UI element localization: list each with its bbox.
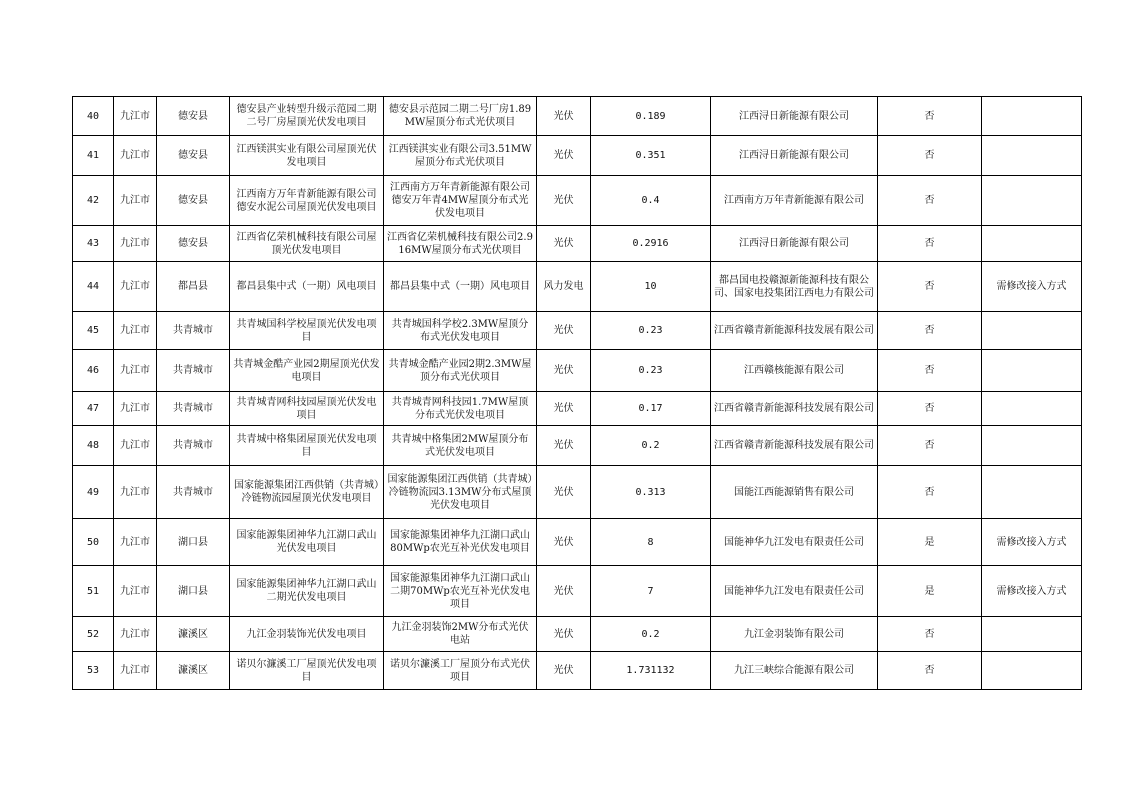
cell-capacity: 0.23 bbox=[591, 350, 711, 392]
cell-row-number: 47 bbox=[73, 392, 114, 426]
cell-filing-name: 九江金羽装饰2MW分布式光伏电站 bbox=[384, 617, 537, 652]
cell-filing-name: 江西镁淇实业有限公司3.51MW屋顶分布式光伏项目 bbox=[384, 136, 537, 176]
cell-company: 九江金羽装饰有限公司 bbox=[711, 617, 878, 652]
table-row bbox=[73, 617, 1082, 652]
cell-county: 湖口县 bbox=[157, 519, 230, 566]
cell-flag: 是 bbox=[878, 519, 982, 566]
cell-county: 德安县 bbox=[157, 226, 230, 262]
cell-row-number: 53 bbox=[73, 652, 114, 690]
cell-flag: 否 bbox=[878, 226, 982, 262]
table-row bbox=[73, 519, 1082, 566]
cell-project-name: 德安县产业转型升级示范园二期二号厂房屋顶光伏发电项目 bbox=[230, 97, 384, 136]
cell-filing-name: 德安县示范园二期二号厂房1.89MW屋顶分布式光伏项目 bbox=[384, 97, 537, 136]
cell-city: 九江市 bbox=[114, 350, 157, 392]
cell-note bbox=[982, 426, 1082, 466]
cell-energy-type: 光伏 bbox=[537, 226, 591, 262]
cell-county: 德安县 bbox=[157, 136, 230, 176]
table-row bbox=[73, 312, 1082, 350]
cell-filing-name: 国家能源集团神华九江湖口武山80MWp农光互补光伏发电项目 bbox=[384, 519, 537, 566]
cell-note bbox=[982, 617, 1082, 652]
cell-energy-type: 光伏 bbox=[537, 466, 591, 519]
table-row bbox=[73, 426, 1082, 466]
cell-row-number: 50 bbox=[73, 519, 114, 566]
cell-flag: 否 bbox=[878, 466, 982, 519]
cell-filing-name: 共青城金酷产业园2期2.3MW屋顶分布式光伏项目 bbox=[384, 350, 537, 392]
cell-filing-name: 国家能源集团江西供销（共青城）冷链物流园3.13MW分布式屋顶光伏发电项目 bbox=[384, 466, 537, 519]
cell-city: 九江市 bbox=[114, 312, 157, 350]
cell-capacity: 0.23 bbox=[591, 312, 711, 350]
cell-project-name: 都昌县集中式（一期）风电项目 bbox=[230, 262, 384, 312]
cell-energy-type: 光伏 bbox=[537, 617, 591, 652]
cell-city: 九江市 bbox=[114, 136, 157, 176]
cell-capacity: 8 bbox=[591, 519, 711, 566]
cell-city: 九江市 bbox=[114, 652, 157, 690]
cell-project-name: 九江金羽装饰光伏发电项目 bbox=[230, 617, 384, 652]
cell-energy-type: 光伏 bbox=[537, 519, 591, 566]
table-row bbox=[73, 652, 1082, 690]
cell-energy-type: 光伏 bbox=[537, 392, 591, 426]
cell-row-number: 51 bbox=[73, 566, 114, 617]
cell-city: 九江市 bbox=[114, 176, 157, 226]
cell-row-number: 48 bbox=[73, 426, 114, 466]
cell-flag: 否 bbox=[878, 426, 982, 466]
cell-filing-name: 都昌县集中式（一期）风电项目 bbox=[384, 262, 537, 312]
cell-flag: 否 bbox=[878, 350, 982, 392]
table-row bbox=[73, 176, 1082, 226]
cell-energy-type: 光伏 bbox=[537, 652, 591, 690]
cell-flag: 否 bbox=[878, 312, 982, 350]
cell-project-name: 诺贝尔濂溪工厂屋顶光伏发电项目 bbox=[230, 652, 384, 690]
table-row bbox=[73, 226, 1082, 262]
table-row bbox=[73, 97, 1082, 136]
cell-company: 国能神华九江发电有限责任公司 bbox=[711, 519, 878, 566]
cell-filing-name: 江西省亿荣机械科技有限公司2.916MW屋顶分布式光伏项目 bbox=[384, 226, 537, 262]
cell-row-number: 40 bbox=[73, 97, 114, 136]
cell-capacity: 0.2916 bbox=[591, 226, 711, 262]
table-row bbox=[73, 392, 1082, 426]
cell-note: 需修改接入方式 bbox=[982, 262, 1082, 312]
cell-county: 濂溪区 bbox=[157, 617, 230, 652]
cell-row-number: 49 bbox=[73, 466, 114, 519]
project-table bbox=[72, 96, 1082, 690]
cell-row-number: 52 bbox=[73, 617, 114, 652]
cell-county: 都昌县 bbox=[157, 262, 230, 312]
cell-flag: 否 bbox=[878, 262, 982, 312]
cell-county: 共青城市 bbox=[157, 312, 230, 350]
cell-capacity: 0.351 bbox=[591, 136, 711, 176]
cell-county: 德安县 bbox=[157, 97, 230, 136]
cell-note bbox=[982, 466, 1082, 519]
cell-county: 共青城市 bbox=[157, 392, 230, 426]
cell-city: 九江市 bbox=[114, 519, 157, 566]
cell-row-number: 41 bbox=[73, 136, 114, 176]
cell-project-name: 共青城金酷产业园2期屋顶光伏发电项目 bbox=[230, 350, 384, 392]
cell-capacity: 1.731132 bbox=[591, 652, 711, 690]
cell-note bbox=[982, 392, 1082, 426]
cell-city: 九江市 bbox=[114, 392, 157, 426]
cell-company: 江西南方万年青新能源有限公司 bbox=[711, 176, 878, 226]
cell-county: 湖口县 bbox=[157, 566, 230, 617]
cell-project-name: 国家能源集团神华九江湖口武山二期光伏发电项目 bbox=[230, 566, 384, 617]
cell-county: 共青城市 bbox=[157, 466, 230, 519]
cell-flag: 是 bbox=[878, 566, 982, 617]
cell-company: 江西浔日新能源有限公司 bbox=[711, 136, 878, 176]
cell-company: 九江三峡综合能源有限公司 bbox=[711, 652, 878, 690]
cell-capacity: 7 bbox=[591, 566, 711, 617]
cell-note bbox=[982, 226, 1082, 262]
cell-filing-name: 共青城中格集团2MW屋顶分布式光伏发电项目 bbox=[384, 426, 537, 466]
table-row bbox=[73, 566, 1082, 617]
cell-flag: 否 bbox=[878, 392, 982, 426]
cell-company: 江西赣核能源有限公司 bbox=[711, 350, 878, 392]
cell-flag: 否 bbox=[878, 176, 982, 226]
cell-note bbox=[982, 176, 1082, 226]
cell-flag: 否 bbox=[878, 136, 982, 176]
cell-project-name: 江西镁淇实业有限公司屋顶光伏发电项目 bbox=[230, 136, 384, 176]
cell-company: 江西浔日新能源有限公司 bbox=[711, 97, 878, 136]
cell-row-number: 44 bbox=[73, 262, 114, 312]
cell-company: 江西省赣青新能源科技发展有限公司 bbox=[711, 392, 878, 426]
table-row bbox=[73, 466, 1082, 519]
cell-note bbox=[982, 136, 1082, 176]
table-body bbox=[73, 97, 1082, 690]
cell-city: 九江市 bbox=[114, 262, 157, 312]
cell-capacity: 0.4 bbox=[591, 176, 711, 226]
cell-project-name: 共青城青网科技园屋顶光伏发电项目 bbox=[230, 392, 384, 426]
cell-note bbox=[982, 312, 1082, 350]
cell-energy-type: 光伏 bbox=[537, 426, 591, 466]
cell-row-number: 43 bbox=[73, 226, 114, 262]
cell-city: 九江市 bbox=[114, 97, 157, 136]
cell-city: 九江市 bbox=[114, 566, 157, 617]
table-row bbox=[73, 350, 1082, 392]
cell-company: 国能江西能源销售有限公司 bbox=[711, 466, 878, 519]
cell-company: 江西省赣青新能源科技发展有限公司 bbox=[711, 426, 878, 466]
cell-capacity: 0.313 bbox=[591, 466, 711, 519]
cell-filing-name: 国家能源集团神华九江湖口武山二期70MWp农光互补光伏发电项目 bbox=[384, 566, 537, 617]
cell-project-name: 共青城中格集团屋顶光伏发电项目 bbox=[230, 426, 384, 466]
cell-flag: 否 bbox=[878, 97, 982, 136]
cell-row-number: 46 bbox=[73, 350, 114, 392]
cell-flag: 否 bbox=[878, 652, 982, 690]
cell-energy-type: 光伏 bbox=[537, 97, 591, 136]
cell-capacity: 0.17 bbox=[591, 392, 711, 426]
cell-note bbox=[982, 97, 1082, 136]
cell-note: 需修改接入方式 bbox=[982, 519, 1082, 566]
cell-city: 九江市 bbox=[114, 426, 157, 466]
cell-capacity: 10 bbox=[591, 262, 711, 312]
cell-project-name: 江西南方万年青新能源有限公司德安水泥公司屋顶光伏发电项目 bbox=[230, 176, 384, 226]
cell-project-name: 江西省亿荣机械科技有限公司屋顶光伏发电项目 bbox=[230, 226, 384, 262]
cell-company: 江西省赣青新能源科技发展有限公司 bbox=[711, 312, 878, 350]
cell-capacity: 0.2 bbox=[591, 426, 711, 466]
cell-project-name: 国家能源集团神华九江湖口武山光伏发电项目 bbox=[230, 519, 384, 566]
cell-energy-type: 风力发电 bbox=[537, 262, 591, 312]
cell-project-name: 国家能源集团江西供销（共青城）冷链物流园屋顶光伏发电项目 bbox=[230, 466, 384, 519]
cell-flag: 否 bbox=[878, 617, 982, 652]
cell-filing-name: 江西南方万年青新能源有限公司德安万年青4MW屋顶分布式光伏发电项目 bbox=[384, 176, 537, 226]
cell-company: 都昌国电投赣源新能源科技有限公司、国家电投集团江西电力有限公司 bbox=[711, 262, 878, 312]
cell-county: 共青城市 bbox=[157, 426, 230, 466]
table-row bbox=[73, 262, 1082, 312]
cell-city: 九江市 bbox=[114, 466, 157, 519]
cell-city: 九江市 bbox=[114, 617, 157, 652]
cell-energy-type: 光伏 bbox=[537, 566, 591, 617]
cell-company: 国能神华九江发电有限责任公司 bbox=[711, 566, 878, 617]
cell-filing-name: 共青城青网科技园1.7MW屋顶分布式光伏发电项目 bbox=[384, 392, 537, 426]
cell-row-number: 45 bbox=[73, 312, 114, 350]
cell-county: 濂溪区 bbox=[157, 652, 230, 690]
cell-note bbox=[982, 652, 1082, 690]
cell-row-number: 42 bbox=[73, 176, 114, 226]
cell-capacity: 0.189 bbox=[591, 97, 711, 136]
table-row bbox=[73, 136, 1082, 176]
cell-city: 九江市 bbox=[114, 226, 157, 262]
cell-energy-type: 光伏 bbox=[537, 350, 591, 392]
cell-project-name: 共青城国科学校屋顶光伏发电项目 bbox=[230, 312, 384, 350]
cell-note: 需修改接入方式 bbox=[982, 566, 1082, 617]
cell-capacity: 0.2 bbox=[591, 617, 711, 652]
cell-filing-name: 共青城国科学校2.3MW屋顶分布式光伏发电项目 bbox=[384, 312, 537, 350]
cell-energy-type: 光伏 bbox=[537, 176, 591, 226]
cell-county: 共青城市 bbox=[157, 350, 230, 392]
cell-energy-type: 光伏 bbox=[537, 136, 591, 176]
cell-note bbox=[982, 350, 1082, 392]
cell-filing-name: 诺贝尔濂溪工厂屋顶分布式光伏项目 bbox=[384, 652, 537, 690]
cell-county: 德安县 bbox=[157, 176, 230, 226]
cell-company: 江西浔日新能源有限公司 bbox=[711, 226, 878, 262]
cell-energy-type: 光伏 bbox=[537, 312, 591, 350]
